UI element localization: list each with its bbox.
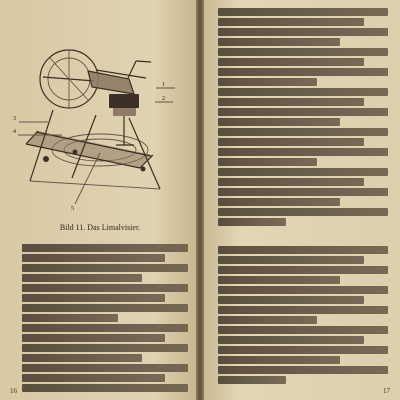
text-line: [22, 264, 188, 272]
text-line: [22, 334, 165, 342]
text-line: [218, 218, 286, 226]
text-line: [218, 48, 388, 56]
text-line: [218, 168, 388, 176]
text-line: [22, 374, 165, 382]
text-line: [218, 376, 286, 384]
text-line: [218, 366, 388, 374]
text-line: [218, 88, 388, 96]
text-line: [218, 28, 388, 36]
text-line: [218, 198, 340, 206]
text-line: [218, 296, 364, 304]
text-line: [218, 356, 340, 364]
text-line: [218, 178, 364, 186]
svg-text:2: 2: [162, 96, 165, 102]
svg-text:1: 1: [162, 82, 165, 88]
text-line: [218, 158, 317, 166]
technical-figure: [8, 8, 188, 218]
svg-text:3: 3: [13, 116, 16, 122]
left-page-number: 16: [10, 387, 17, 395]
text-line: [218, 336, 364, 344]
text-line: [22, 274, 142, 282]
text-line: [218, 256, 364, 264]
text-line: [22, 304, 188, 312]
text-line: [218, 276, 340, 284]
text-line: [22, 354, 142, 362]
text-line: [22, 324, 188, 332]
text-line: [22, 364, 188, 372]
text-line: [218, 208, 388, 216]
text-line: [218, 326, 388, 334]
instrument-drawing: [13, 50, 175, 212]
left-page-body-text: [22, 244, 188, 392]
text-line: [218, 148, 388, 156]
text-line: [22, 384, 188, 392]
text-line: [22, 254, 165, 262]
text-line: [218, 138, 364, 146]
text-line: [218, 118, 340, 126]
text-line: [218, 306, 388, 314]
text-line: [22, 284, 188, 292]
text-line: [218, 246, 388, 254]
svg-text:5: 5: [71, 206, 74, 212]
instrument-illustration: [8, 8, 188, 218]
text-line: [22, 294, 165, 302]
text-line: [218, 8, 388, 16]
right-page-number: 17: [383, 387, 390, 395]
text-line: [22, 314, 118, 322]
figure-caption: Bild 11. Das Limalvisier.: [59, 223, 141, 232]
text-line: [218, 98, 364, 106]
text-line: [218, 38, 340, 46]
svg-text:4: 4: [13, 129, 16, 135]
text-line: [218, 128, 388, 136]
text-line: [218, 188, 388, 196]
text-line: [218, 108, 388, 116]
text-line: [218, 78, 317, 86]
right-page-upper-text: [218, 8, 388, 238]
text-line: [218, 286, 388, 294]
text-line: [218, 266, 388, 274]
text-line: [218, 18, 364, 26]
text-line: [218, 68, 388, 76]
text-line: [22, 344, 188, 352]
text-line: [218, 316, 317, 324]
right-page-lower-text: [218, 246, 388, 392]
text-line: [218, 58, 364, 66]
text-line: [22, 244, 188, 252]
book-gutter: [196, 0, 204, 400]
text-line: [218, 346, 388, 354]
